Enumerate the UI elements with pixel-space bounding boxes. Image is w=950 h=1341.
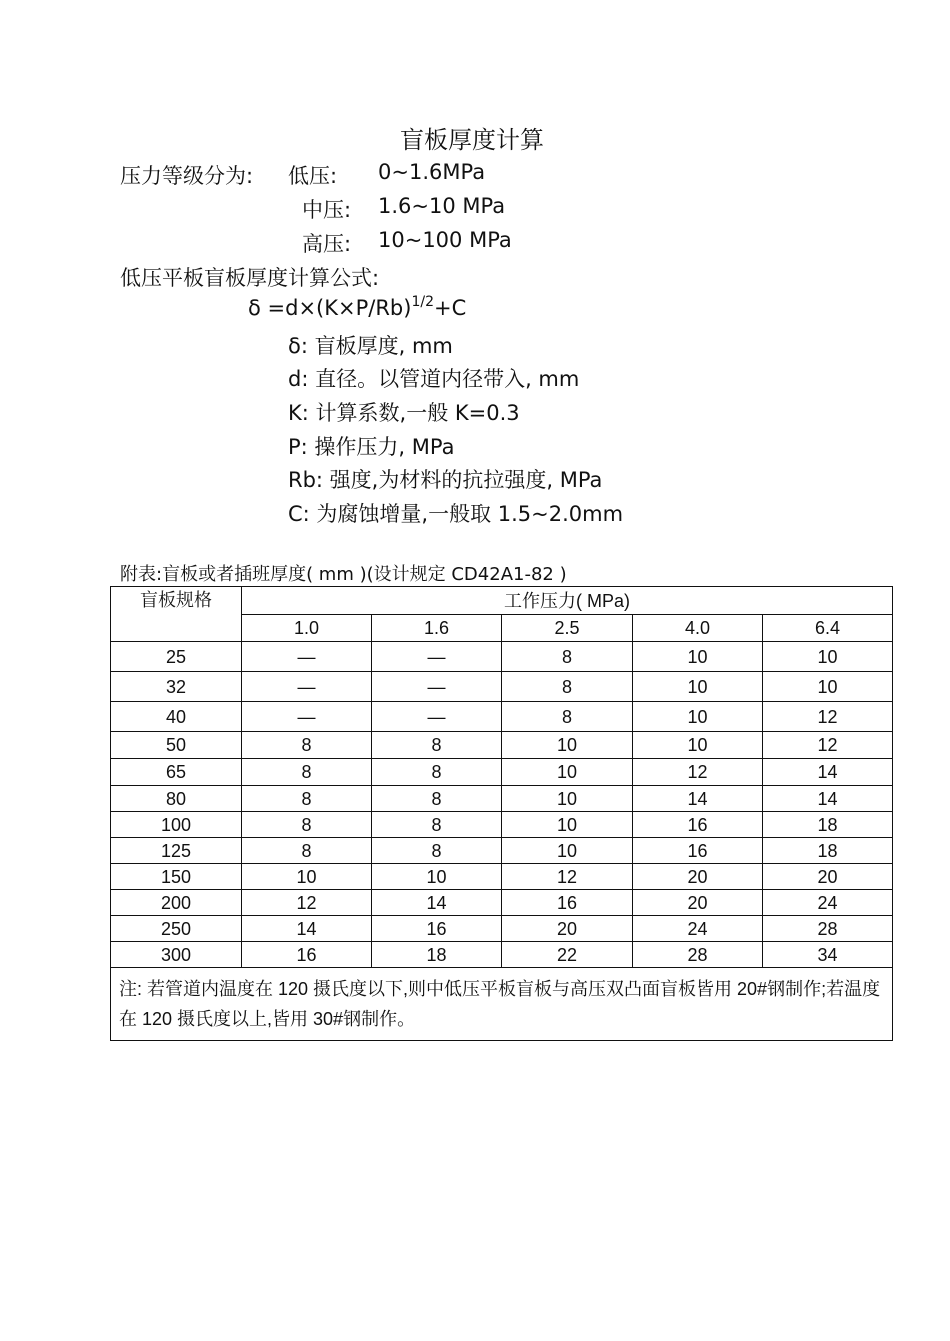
thickness-cell: 16 bbox=[633, 838, 763, 864]
thickness-table bbox=[110, 586, 893, 1041]
size-cell: 50 bbox=[111, 732, 242, 759]
thickness-cell: 18 bbox=[763, 838, 893, 864]
thickness-cell: 8 bbox=[242, 812, 372, 838]
table-row bbox=[111, 702, 893, 732]
formula-def-p: P: 操作压力, MPa bbox=[288, 435, 455, 459]
thickness-cell: 8 bbox=[242, 732, 372, 759]
formula-def-rb: Rb: 强度,为材料的抗拉强度, MPa bbox=[288, 468, 603, 492]
size-cell: 250 bbox=[111, 916, 242, 942]
thickness-cell: 16 bbox=[242, 942, 372, 968]
thickness-cell: 24 bbox=[633, 916, 763, 942]
spec-header-cell: 盲板规格 bbox=[111, 587, 242, 642]
table-row bbox=[111, 786, 893, 812]
thickness-cell: 10 bbox=[633, 672, 763, 702]
thickness-cell: 14 bbox=[372, 890, 502, 916]
thickness-cell: 16 bbox=[372, 916, 502, 942]
mid-pressure-label: 中压: bbox=[302, 198, 352, 222]
thickness-cell: 8 bbox=[372, 838, 502, 864]
thickness-cell: 8 bbox=[502, 702, 633, 732]
formula-def-c: C: 为腐蚀增量,一般取 1.5~2.0mm bbox=[288, 502, 624, 526]
thickness-cell: 8 bbox=[242, 838, 372, 864]
table-row bbox=[111, 890, 893, 916]
formula-def-delta: δ: 盲板厚度, mm bbox=[288, 334, 453, 358]
formula-def-k: K: 计算系数,一般 K=0.3 bbox=[288, 401, 520, 425]
thickness-cell: 16 bbox=[502, 890, 633, 916]
thickness-cell: 8 bbox=[502, 642, 633, 672]
thickness-cell: 12 bbox=[242, 890, 372, 916]
thickness-cell: 10 bbox=[763, 672, 893, 702]
page-title: 盲板厚度计算 bbox=[400, 126, 544, 154]
thickness-cell: 28 bbox=[633, 942, 763, 968]
thickness-cell: 10 bbox=[502, 732, 633, 759]
thickness-cell: — bbox=[242, 672, 372, 702]
thickness-cell: 12 bbox=[502, 864, 633, 890]
thickness-cell: 20 bbox=[763, 864, 893, 890]
size-cell: 200 bbox=[111, 890, 242, 916]
thickness-cell: 8 bbox=[372, 732, 502, 759]
table-row bbox=[111, 759, 893, 786]
thickness-cell: 34 bbox=[763, 942, 893, 968]
table-caption: 附表:盲板或者插班厚度( mm )(设计规定 CD42A1-82 ) bbox=[120, 564, 567, 585]
low-pressure-label: 低压: bbox=[288, 164, 338, 188]
thickness-cell: — bbox=[372, 672, 502, 702]
table-row bbox=[111, 942, 893, 968]
thickness-cell: 14 bbox=[763, 759, 893, 786]
thickness-cell: 10 bbox=[372, 864, 502, 890]
thickness-cell: 8 bbox=[372, 759, 502, 786]
thickness-cell: 14 bbox=[242, 916, 372, 942]
thickness-cell: 12 bbox=[763, 732, 893, 759]
thickness-cell: 14 bbox=[763, 786, 893, 812]
formula-def-d: d: 直径。以管道内径带入, mm bbox=[288, 367, 580, 391]
size-cell: 125 bbox=[111, 838, 242, 864]
thickness-cell: 10 bbox=[502, 812, 633, 838]
pressure-col-header: 1.0 bbox=[242, 615, 372, 642]
thickness-cell: 8 bbox=[372, 786, 502, 812]
thickness-cell: — bbox=[242, 702, 372, 732]
table-row bbox=[111, 672, 893, 702]
pressure-levels-intro: 压力等级分为: bbox=[120, 164, 254, 188]
size-cell: 150 bbox=[111, 864, 242, 890]
formula-heading: 低压平板盲板厚度计算公式: bbox=[120, 266, 380, 290]
size-cell: 300 bbox=[111, 942, 242, 968]
thickness-cell: 10 bbox=[502, 759, 633, 786]
size-cell: 65 bbox=[111, 759, 242, 786]
thickness-cell: 10 bbox=[763, 642, 893, 672]
thickness-cell: 10 bbox=[502, 786, 633, 812]
formula-main-left: δ =d×(K×P/Rb) bbox=[248, 296, 412, 320]
thickness-cell: 12 bbox=[633, 759, 763, 786]
high-pressure-value: 10~100 MPa bbox=[378, 228, 512, 252]
thickness-cell: 10 bbox=[633, 642, 763, 672]
thickness-cell: 10 bbox=[242, 864, 372, 890]
formula-main-right: +C bbox=[434, 296, 467, 320]
pressure-col-header: 2.5 bbox=[502, 615, 633, 642]
thickness-cell: 24 bbox=[763, 890, 893, 916]
thickness-cell: 8 bbox=[372, 812, 502, 838]
low-pressure-value: 0~1.6MPa bbox=[378, 160, 486, 184]
table-row bbox=[111, 732, 893, 759]
pressure-col-header: 1.6 bbox=[372, 615, 502, 642]
thickness-cell: 10 bbox=[502, 838, 633, 864]
size-cell: 100 bbox=[111, 812, 242, 838]
thickness-cell: 20 bbox=[633, 864, 763, 890]
thickness-cell: 18 bbox=[763, 812, 893, 838]
thickness-cell: 8 bbox=[502, 672, 633, 702]
thickness-cell: 8 bbox=[242, 786, 372, 812]
table-row bbox=[111, 838, 893, 864]
table-note: 注: 若管道内温度在 120 摄氏度以下,则中低压平板盲板与高压双凸面盲板皆用 20#钢制作;若温度在 120 摄氏度以上,皆用 30#钢制作。 bbox=[111, 968, 893, 1041]
table-row bbox=[111, 864, 893, 890]
thickness-cell: — bbox=[242, 642, 372, 672]
thickness-cell: 22 bbox=[502, 942, 633, 968]
table-row bbox=[111, 642, 893, 672]
table-row bbox=[111, 916, 893, 942]
thickness-cell: 20 bbox=[633, 890, 763, 916]
high-pressure-label: 高压: bbox=[302, 232, 352, 256]
size-cell: 80 bbox=[111, 786, 242, 812]
thickness-cell: 28 bbox=[763, 916, 893, 942]
thickness-cell: 16 bbox=[633, 812, 763, 838]
thickness-cell: 20 bbox=[502, 916, 633, 942]
thickness-cell: 10 bbox=[633, 732, 763, 759]
thickness-cell: 8 bbox=[242, 759, 372, 786]
pressure-header-cell: 工作压力( MPa) bbox=[242, 587, 893, 615]
formula-main bbox=[248, 296, 466, 320]
pressure-col-header: 4.0 bbox=[633, 615, 763, 642]
table-row bbox=[111, 812, 893, 838]
thickness-cell: 18 bbox=[372, 942, 502, 968]
thickness-cell: 12 bbox=[763, 702, 893, 732]
table-body bbox=[111, 642, 893, 968]
mid-pressure-value: 1.6~10 MPa bbox=[378, 194, 506, 218]
thickness-cell: 14 bbox=[633, 786, 763, 812]
formula-exponent: 1/2 bbox=[411, 294, 434, 310]
thickness-cell: 10 bbox=[633, 702, 763, 732]
size-cell: 25 bbox=[111, 642, 242, 672]
thickness-cell: — bbox=[372, 702, 502, 732]
size-cell: 32 bbox=[111, 672, 242, 702]
pressure-col-header: 6.4 bbox=[763, 615, 893, 642]
thickness-cell: — bbox=[372, 642, 502, 672]
size-cell: 40 bbox=[111, 702, 242, 732]
